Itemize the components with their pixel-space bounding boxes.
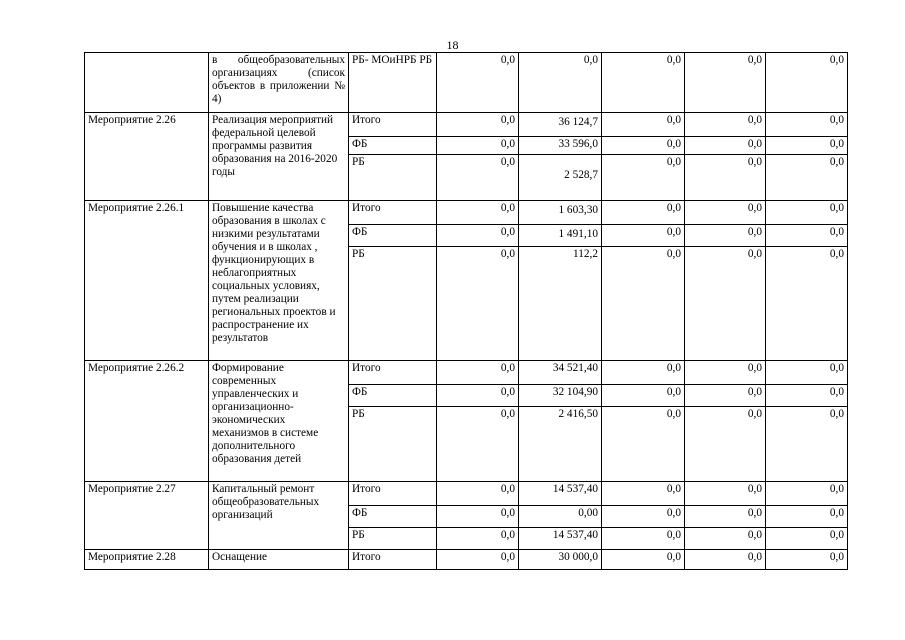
value-cell: 0,0	[437, 201, 519, 225]
value-cell: 0,0	[437, 482, 519, 506]
table-row	[85, 53, 848, 113]
measure-name-cell	[85, 53, 209, 113]
value-cell: 0,0	[685, 528, 766, 550]
value-cell: 0,0	[685, 201, 766, 225]
value-cell: 0,0	[685, 407, 766, 482]
value-cell: 2 416,50	[519, 407, 602, 482]
value-cell: 0,0	[437, 225, 519, 247]
value-cell: 0,0	[766, 482, 848, 506]
value-cell: 0,0	[685, 247, 766, 361]
measure-description-cell: Оснащение	[209, 550, 349, 570]
value-cell: 14 537,40	[519, 528, 602, 550]
value-cell: 0,0	[766, 247, 848, 361]
value-cell: 0,0	[437, 53, 519, 113]
measure-description-cell: Капитальный ремонт общеобразовательных организаций	[209, 482, 349, 550]
value-cell: 0,0	[602, 482, 685, 506]
value-cell: 0,0	[685, 155, 766, 201]
value-cell: 32 104,90	[519, 385, 602, 407]
budget-table	[84, 52, 848, 570]
value-cell: 0,0	[437, 407, 519, 482]
value-cell: 0,0	[766, 407, 848, 482]
measure-name-cell: Мероприятие 2.26	[85, 113, 209, 201]
funding-source-cell: ФБ	[349, 385, 437, 407]
measure-description-cell: в общеобразовательных организациях (список объектов в приложении № 4)	[209, 53, 349, 113]
value-cell: 0,0	[685, 361, 766, 385]
value-cell: 0,0	[766, 53, 848, 113]
funding-source-cell: Итого	[349, 361, 437, 385]
value-cell: 0,0	[437, 155, 519, 201]
value-cell: 0,0	[602, 137, 685, 155]
value-cell: 0,0	[766, 385, 848, 407]
funding-source-cell: ФБ	[349, 137, 437, 155]
value-cell: 0,0	[766, 113, 848, 137]
value-cell: 36 124,7	[519, 113, 602, 137]
funding-source-cell: ФБ	[349, 225, 437, 247]
value-cell: 0,0	[766, 225, 848, 247]
value-cell: 0,0	[766, 361, 848, 385]
value-cell: 34 521,40	[519, 361, 602, 385]
funding-source-cell: Итого	[349, 550, 437, 570]
funding-source-cell: РБ	[349, 407, 437, 482]
value-cell: 0,0	[602, 201, 685, 225]
value-cell: 30 000,0	[519, 550, 602, 570]
value-cell: 0,0	[685, 53, 766, 113]
value-cell: 0,0	[437, 506, 519, 528]
value-cell: 0,0	[766, 528, 848, 550]
measure-name-cell: Мероприятие 2.26.1	[85, 201, 209, 361]
value-cell: 0,0	[766, 550, 848, 570]
funding-source-cell: Итого	[349, 482, 437, 506]
value-cell: 0,0	[602, 53, 685, 113]
measure-name-cell: Мероприятие 2.26.2	[85, 361, 209, 482]
value-cell: 33 596,0	[519, 137, 602, 155]
measure-description-cell: Формирование современных управленческих и организационно-экономических механизмов в системе дополнительного образования детей	[209, 361, 349, 482]
value-cell: 0,0	[602, 361, 685, 385]
measure-name-cell: Мероприятие 2.27	[85, 482, 209, 550]
value-cell: 0,00	[519, 506, 602, 528]
value-cell: 0,0	[685, 482, 766, 506]
table-body	[85, 53, 848, 570]
value-cell: 0,0	[602, 155, 685, 201]
value-cell: 0,0	[685, 506, 766, 528]
value-cell: 0,0	[437, 113, 519, 137]
value-cell: 0,0	[685, 385, 766, 407]
value-cell: 0,0	[602, 506, 685, 528]
value-cell: 0,0	[437, 361, 519, 385]
value-cell: 0,0	[685, 113, 766, 137]
value-cell: 0,0	[437, 137, 519, 155]
value-cell: 0,0	[602, 385, 685, 407]
funding-source-cell: Итого	[349, 113, 437, 137]
measure-description-cell: Повышение качества образования в школах с низкими результатами обучения и в школах , функционирующих в неблагоприятных социальных условиях, путем реализации региональных проектов и распространение их результатов	[209, 201, 349, 361]
value-cell: 0,0	[519, 53, 602, 113]
table-row	[85, 201, 848, 225]
value-cell: 0,0	[437, 247, 519, 361]
table-row	[85, 550, 848, 570]
value-cell: 0,0	[602, 407, 685, 482]
value-cell: 1 491,10	[519, 225, 602, 247]
value-cell: 2 528,7	[519, 155, 602, 201]
value-cell: 1 603,30	[519, 201, 602, 225]
value-cell: 0,0	[437, 528, 519, 550]
measure-name-cell: Мероприятие 2.28	[85, 550, 209, 570]
value-cell: 14 537,40	[519, 482, 602, 506]
funding-source-cell: РБ	[349, 247, 437, 361]
funding-source-cell: РБ	[349, 155, 437, 201]
value-cell: 0,0	[602, 225, 685, 247]
value-cell: 0,0	[602, 550, 685, 570]
value-cell: 0,0	[766, 506, 848, 528]
measure-description-cell: Реализация мероприятий федеральной целевой программы развития образования на 2016-2020 годы	[209, 113, 349, 201]
value-cell: 0,0	[766, 137, 848, 155]
value-cell: 0,0	[602, 528, 685, 550]
table-row	[85, 482, 848, 506]
value-cell: 112,2	[519, 247, 602, 361]
value-cell: 0,0	[437, 385, 519, 407]
funding-source-cell: РБ- МОиНРБ РБ	[349, 53, 437, 113]
value-cell: 0,0	[602, 113, 685, 137]
funding-source-cell: РБ	[349, 528, 437, 550]
value-cell: 0,0	[766, 201, 848, 225]
funding-source-cell: ФБ	[349, 506, 437, 528]
value-cell: 0,0	[685, 225, 766, 247]
value-cell: 0,0	[685, 550, 766, 570]
table-row	[85, 113, 848, 137]
value-cell: 0,0	[766, 155, 848, 201]
value-cell: 0,0	[685, 137, 766, 155]
table-row	[85, 361, 848, 385]
value-cell: 0,0	[602, 247, 685, 361]
funding-source-cell: Итого	[349, 201, 437, 225]
value-cell: 0,0	[437, 550, 519, 570]
page-number: 18	[446, 38, 459, 52]
